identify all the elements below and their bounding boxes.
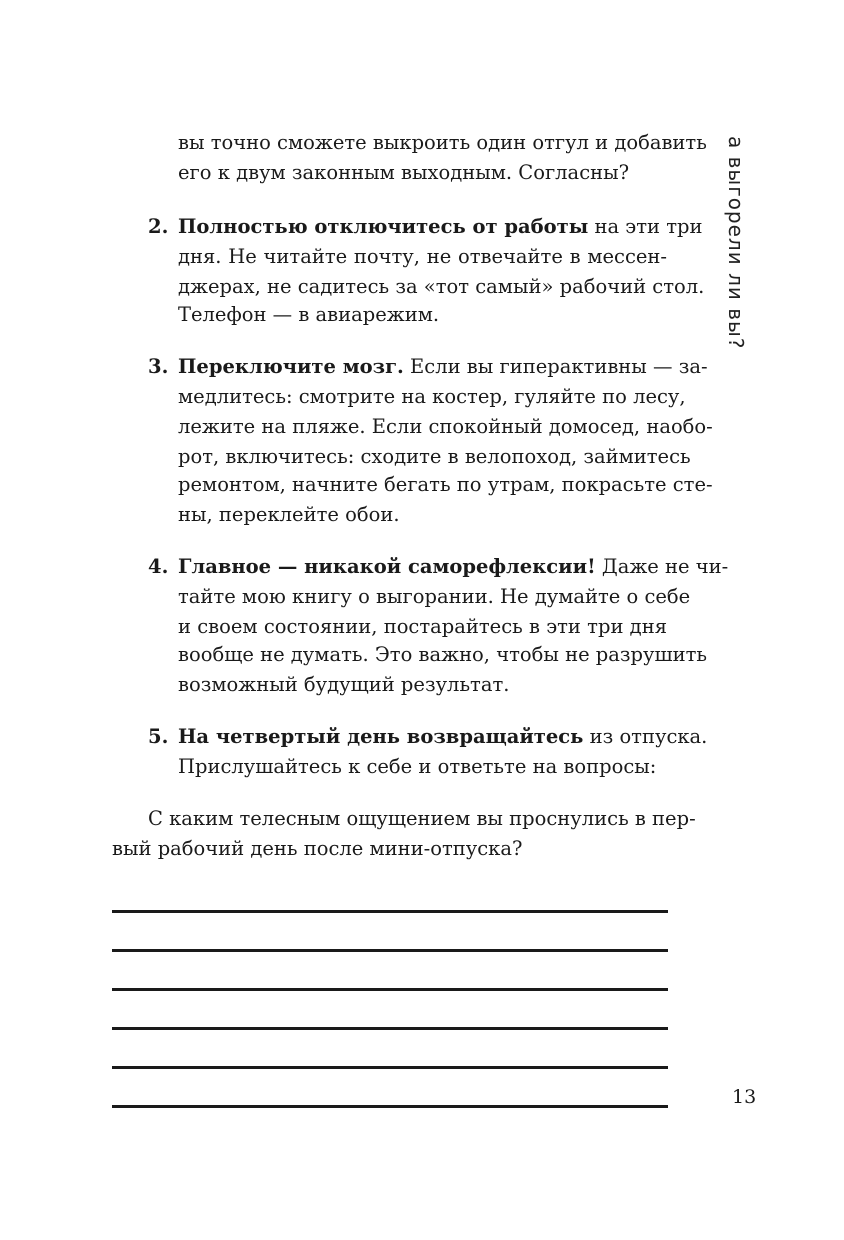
answer-line (112, 1027, 668, 1030)
list-item-text: вообще не думать. Это важно, чтобы не разрушить (178, 643, 708, 666)
list-item-text: Телефон — в авиарежим. (178, 303, 440, 326)
answer-line (112, 910, 668, 913)
page-number: 13 (732, 1086, 757, 1108)
question-line: С каким телесным ощущением вы проснулись в пер- (148, 807, 696, 830)
list-item-text: медлитесь: смотрите на костер, гуляйте по лесу, (178, 385, 686, 408)
question-line: вый рабочий день после мини-отпуска? (112, 837, 523, 860)
answer-line (112, 1066, 668, 1069)
list-item-text: Прислушайтесь к себе и ответьте на вопросы: (178, 755, 657, 778)
list-item-text: дня. Не читайте почту, не отвечайте в мессен- (178, 245, 667, 268)
list-item-text: ны, переклейте обои. (178, 503, 400, 526)
list-item-5: 5. На четвертый день возвращайтесь из отпуска. (148, 725, 708, 748)
list-item-3: 3. Переключите мозг. Если вы гиперактивны — за- (148, 355, 708, 378)
list-item-2: 2. Полностью отключитесь от работы на эти три (148, 215, 703, 238)
list-item-text: тайте мою книгу о выгорании. Не думайте о себе (178, 585, 691, 608)
list-item-text: джерах, не садитесь за «тот самый» рабочий стол. (178, 275, 705, 298)
list-item-text: возможный будущий результат. (178, 673, 510, 696)
running-head: а выгорели ли вы? (724, 136, 748, 350)
list-item-text: рот, включитесь: сходите в велопоход, займитесь (178, 445, 691, 468)
list-item-text: лежите на пляже. Если спокойный домосед, наобо- (178, 415, 713, 438)
intro-line: вы точно сможете выкроить один отгул и добавить (178, 131, 707, 154)
answer-line (112, 988, 668, 991)
list-item-text: ремонтом, начните бегать по утрам, покрасьте сте- (178, 473, 713, 496)
list-item-text: и своем состоянии, постарайтесь в эти три дня (178, 615, 667, 638)
answer-line (112, 1105, 668, 1108)
intro-line: его к двум законным выходным. Согласны? (178, 161, 630, 184)
list-item-4: 4. Главное — никакой саморефлексии! Даже не чи- (148, 555, 729, 578)
answer-line (112, 949, 668, 952)
